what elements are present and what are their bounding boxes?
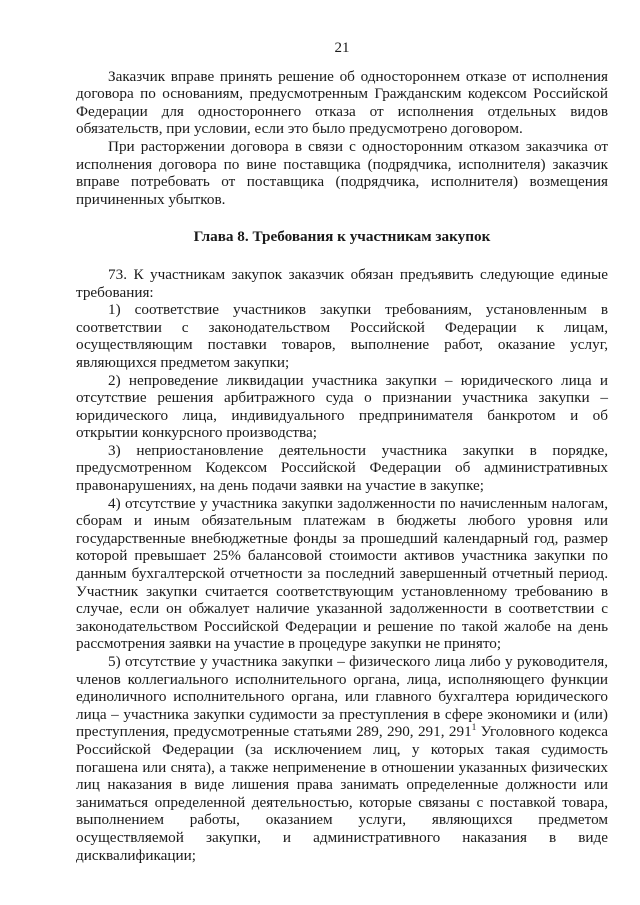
chapter-heading: Глава 8. Требования к участникам закупок <box>193 228 491 246</box>
page-number: 21 <box>334 40 350 56</box>
item5-text-start: 5) отсутствие у участника закупки – физического лица либо у руководителя, членов коллегиального исполнительного органа, лица, исполняющего функции единоличного исполнительного органа, или главного бухгалтера юридического лица – участника закупки судимости за преступления в сфере экономики и (или) преступления, предусмотренные статьями 289, 290, 291, 291 <box>76 653 608 741</box>
document-page <box>76 40 608 864</box>
article-superscript: 1 <box>471 722 477 733</box>
requirement-item-2: 2) непроведение ликвидации участника закупки – юридического лица и отсутствие решения арбитражного суда о признании участника закупки – юридического лица, индивидуального предпринимателя банкротом и об открытии конкурсного производства; <box>76 371 608 442</box>
requirement-item-1: 1) соответствие участников закупки требованиям, установленным в соответствии с законодательством Российской Федерации к лицам, осуществляющим поставки товаров, выполнение работ, оказание услуг, являющихся предметом закупки; <box>76 301 608 371</box>
requirement-item-4: 4) отсутствие у участника закупки задолженности по начисленным налогам, сборам и иным обязательным платежам в бюджеты любого уровня или государственные внебюджетные фонды за прошедший календарный год, размер которой превышает 25% балансовой стоимости активов участника закупки по данным бухгалтерской отчетности за последний завершенный отчетный период. Участник закупки считается соответствующим установленному требованию в случае, если он обжалует наличие указанной задолженности в соответствии с законодательством Российской Федерации и решение по такой жалобе на день рассмотрения заявки на участие в процедуре закупки не принято; <box>76 494 608 653</box>
item5-text-end: Уголовного кодекса Российской Федерации (за исключением лиц, у которых такая судимость погашена или снята), а также неприменение в отношении указанных физических лиц наказания в виде лишения права занимать определенные должности или заниматься определенной деятельностью, которые связаны с поставкой товара, выполнением работы, оказанием услуги, являющихся предметом осуществляемой закупки, и административного наказания в виде дисквалификации; <box>76 723 609 864</box>
clause-73: 73. К участникам закупок заказчик обязан предъявить следующие единые требования: <box>76 265 608 301</box>
requirement-item-5 <box>76 653 608 864</box>
paragraph-damages: При расторжении договора в связи с односторонним отказом заказчика от исполнения договора по вине поставщика (подрядчика, исполнителя) заказчик вправе потребовать от поставщика (подрядчика, исполнителя) возмещения причиненных убытков. <box>76 137 608 208</box>
requirement-item-3: 3) неприостановление деятельности участника закупки в порядке, предусмотренном Кодексом Российской Федерации об административных правонарушениях, на день подачи заявки на участие в закупке; <box>76 441 608 495</box>
paragraph-unilateral-refusal: Заказчик вправе принять решение об одностороннем отказе от исполнения договора по основаниям, предусмотренным Гражданским кодексом Российской Федерации для одностороннего отказа от исполнения отдельных видов обязательств, при условии, если это было предусмотрено договором. <box>76 67 608 138</box>
